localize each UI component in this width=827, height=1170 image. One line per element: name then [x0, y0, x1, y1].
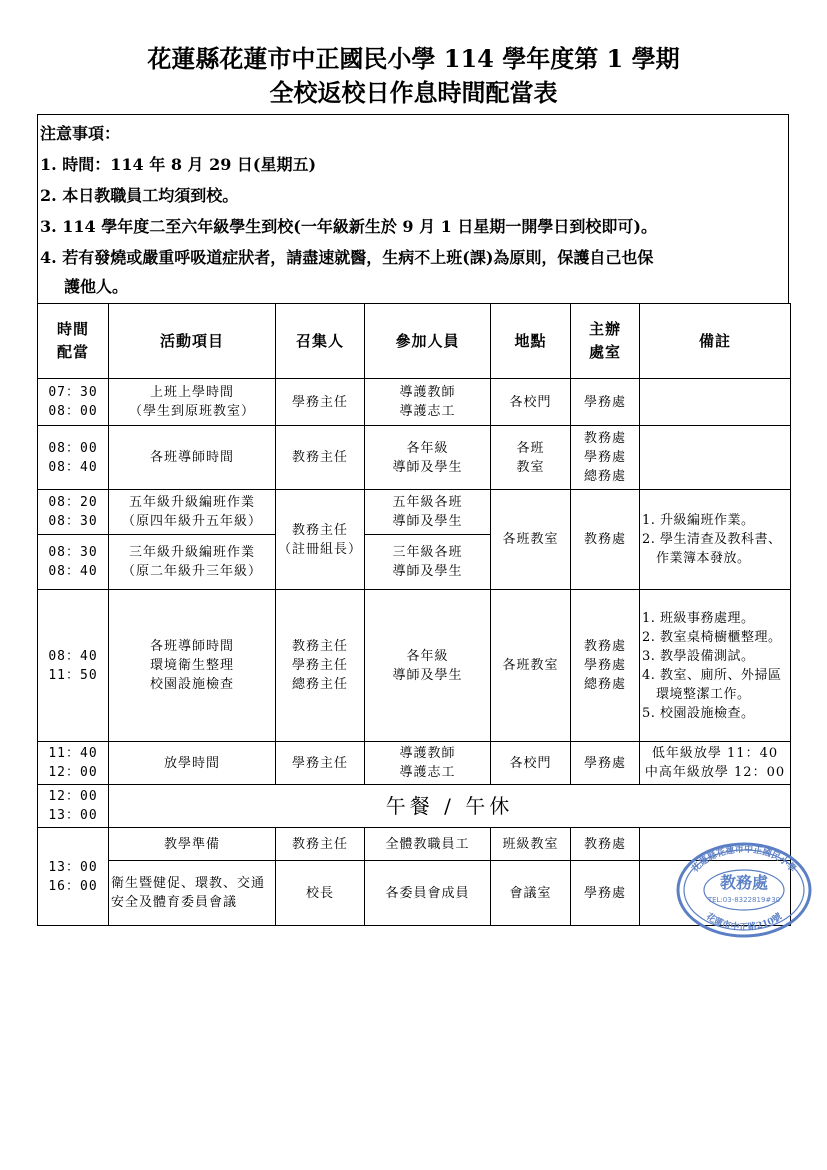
note-item-4 — [40, 246, 653, 270]
office-cell: 學務處 — [571, 861, 640, 926]
note-number: 2. — [40, 186, 57, 205]
convener-cell: 教務主任 — [276, 828, 365, 861]
seal-icon — [676, 842, 812, 938]
time-cell: 12：00 13：00 — [38, 785, 109, 828]
table-header-row — [38, 304, 791, 379]
location-cell: 各校門 — [491, 379, 571, 426]
participants-cell: 導護教師 導護志工 — [365, 379, 491, 426]
remark-item: 5. 校園設施檢查。 — [642, 705, 755, 721]
note-text: 114 學年度二至六年級學生到校(一年級新生於 9 月 1 日星期一開學日到校即可)。 — [62, 217, 657, 236]
activity-cell: 三年級升級編班作業 （原二年級升三年級） — [109, 535, 276, 590]
activity-cell: 五年級升級編班作業 （原四年級升五年級） — [109, 490, 276, 535]
time-cell: 13：00 16：00 — [38, 828, 109, 926]
participants-cell: 各年級 導師及學生 — [365, 590, 491, 742]
office-cell: 教務處 學務處 總務處 — [571, 590, 640, 742]
location-cell: 會議室 — [491, 861, 571, 926]
seal-ring-text: 花蓮縣花蓮市中正國民小學 — [690, 844, 798, 875]
convener-cell: 教務主任 （註冊組長） — [276, 490, 365, 590]
document-title-line1: 花蓮縣花蓮市中正國民小學 114 學年度第 1 學期 — [147, 44, 680, 73]
time-cell: 07：30 08：00 — [38, 379, 109, 426]
location-cell: 各班 教室 — [491, 426, 571, 490]
remark-item: 3. 教學設備測試。 — [642, 648, 755, 664]
header-time: 時間 配當 — [38, 304, 109, 379]
activity-cell: 教學準備 — [109, 828, 276, 861]
remarks-cell — [640, 490, 791, 590]
header-office: 主辦 處室 — [571, 304, 640, 379]
remarks-cell — [640, 379, 791, 426]
note-number: 3. — [40, 217, 57, 236]
table-row — [38, 590, 791, 742]
location-cell: 各校門 — [491, 742, 571, 785]
participants-cell: 三年級各班 導師及學生 — [365, 535, 491, 590]
activity-cell: 衛生暨健促、環教、交通安全及體育委員會議 — [109, 861, 276, 926]
remarks-cell — [640, 590, 791, 742]
participants-cell: 導護教師 導護志工 — [365, 742, 491, 785]
convener-cell: 學務主任 — [276, 379, 365, 426]
location-cell: 班級教室 — [491, 828, 571, 861]
document-title-line2: 全校返校日作息時間配當表 — [269, 78, 558, 107]
header-remarks: 備註 — [640, 304, 791, 379]
table-row — [38, 426, 791, 490]
seal-office-text: 教務處 — [719, 873, 769, 892]
header-activity: 活動項目 — [109, 304, 276, 379]
participants-cell: 各年級 導師及學生 — [365, 426, 491, 490]
note-text: 時間：114 年 8 月 29 日(星期五) — [62, 155, 317, 174]
header-participants: 參加人員 — [365, 304, 491, 379]
header-convener: 召集人 — [276, 304, 365, 379]
convener-cell: 校長 — [276, 861, 365, 926]
participants-cell: 五年級各班 導師及學生 — [365, 490, 491, 535]
office-seal — [676, 842, 812, 938]
office-cell: 教務處 — [571, 828, 640, 861]
location-cell: 各班教室 — [491, 590, 571, 742]
notes-box — [37, 114, 789, 303]
svg-text:花蓮市中正路210號 — [703, 910, 784, 933]
remark-item: 4. 教室、廁所、外掃區環境整潔工作。 — [642, 667, 782, 702]
time-cell: 08：20 08：30 — [38, 490, 109, 535]
location-cell: 各班教室 — [491, 490, 571, 590]
note-item-3 — [40, 215, 657, 239]
time-cell: 08：30 08：40 — [38, 535, 109, 590]
convener-cell: 學務主任 — [276, 742, 365, 785]
remark-item: 2. 教室桌椅櫥櫃整理。 — [642, 629, 782, 645]
activity-cell: 上班上學時間 （學生到原班教室） — [109, 379, 276, 426]
participants-cell: 各委員會成員 — [365, 861, 491, 926]
seal-tel-text: TEL:03-8322819#30 — [707, 896, 781, 904]
note-item-2 — [40, 184, 238, 208]
table-row — [38, 379, 791, 426]
office-cell: 教務處 — [571, 490, 640, 590]
participants-cell: 全體教職員工 — [365, 828, 491, 861]
note-item-4-continued: 護他人。 — [64, 277, 129, 296]
schedule-table — [37, 303, 791, 926]
table-row — [38, 490, 791, 535]
lunch-break-cell: 午餐 / 午休 — [109, 785, 791, 828]
remarks-cell: 低年級放學 11：40 中高年級放學 12：00 — [640, 742, 791, 785]
notes-heading: 注意事項： — [40, 124, 121, 143]
remark-item: 1. 升級編班作業。 — [642, 513, 755, 528]
activity-cell: 各班導師時間 環境衛生整理 校園設施檢查 — [109, 590, 276, 742]
office-cell: 學務處 — [571, 379, 640, 426]
note-text: 若有發燒或嚴重呼吸道症狀者，請盡速就醫，生病不上班(課)為原則，保護自己也保 — [62, 248, 654, 267]
table-row — [38, 785, 791, 828]
seal-address-text: 花蓮市中正路210號 — [703, 911, 785, 934]
office-cell: 教務處 學務處 總務處 — [571, 426, 640, 490]
convener-cell: 教務主任 — [276, 426, 365, 490]
office-cell: 學務處 — [571, 742, 640, 785]
activity-cell: 放學時間 — [109, 742, 276, 785]
note-number: 1. — [40, 155, 57, 174]
table-row — [38, 742, 791, 785]
note-text: 本日教職員工均須到校。 — [62, 186, 239, 205]
note-number: 4. — [40, 248, 57, 267]
activity-cell: 各班導師時間 — [109, 426, 276, 490]
time-cell: 08：00 08：40 — [38, 426, 109, 490]
remarks-cell — [640, 426, 791, 490]
note-item-1 — [40, 153, 316, 177]
remark-item: 2. 學生清查及教科書、作業簿本發放。 — [642, 532, 782, 566]
time-cell: 08：40 11：50 — [38, 590, 109, 742]
convener-cell: 教務主任 學務主任 總務主任 — [276, 590, 365, 742]
remark-item: 1. 班級事務處理。 — [642, 610, 755, 626]
time-cell: 11：40 12：00 — [38, 742, 109, 785]
header-location: 地點 — [491, 304, 571, 379]
